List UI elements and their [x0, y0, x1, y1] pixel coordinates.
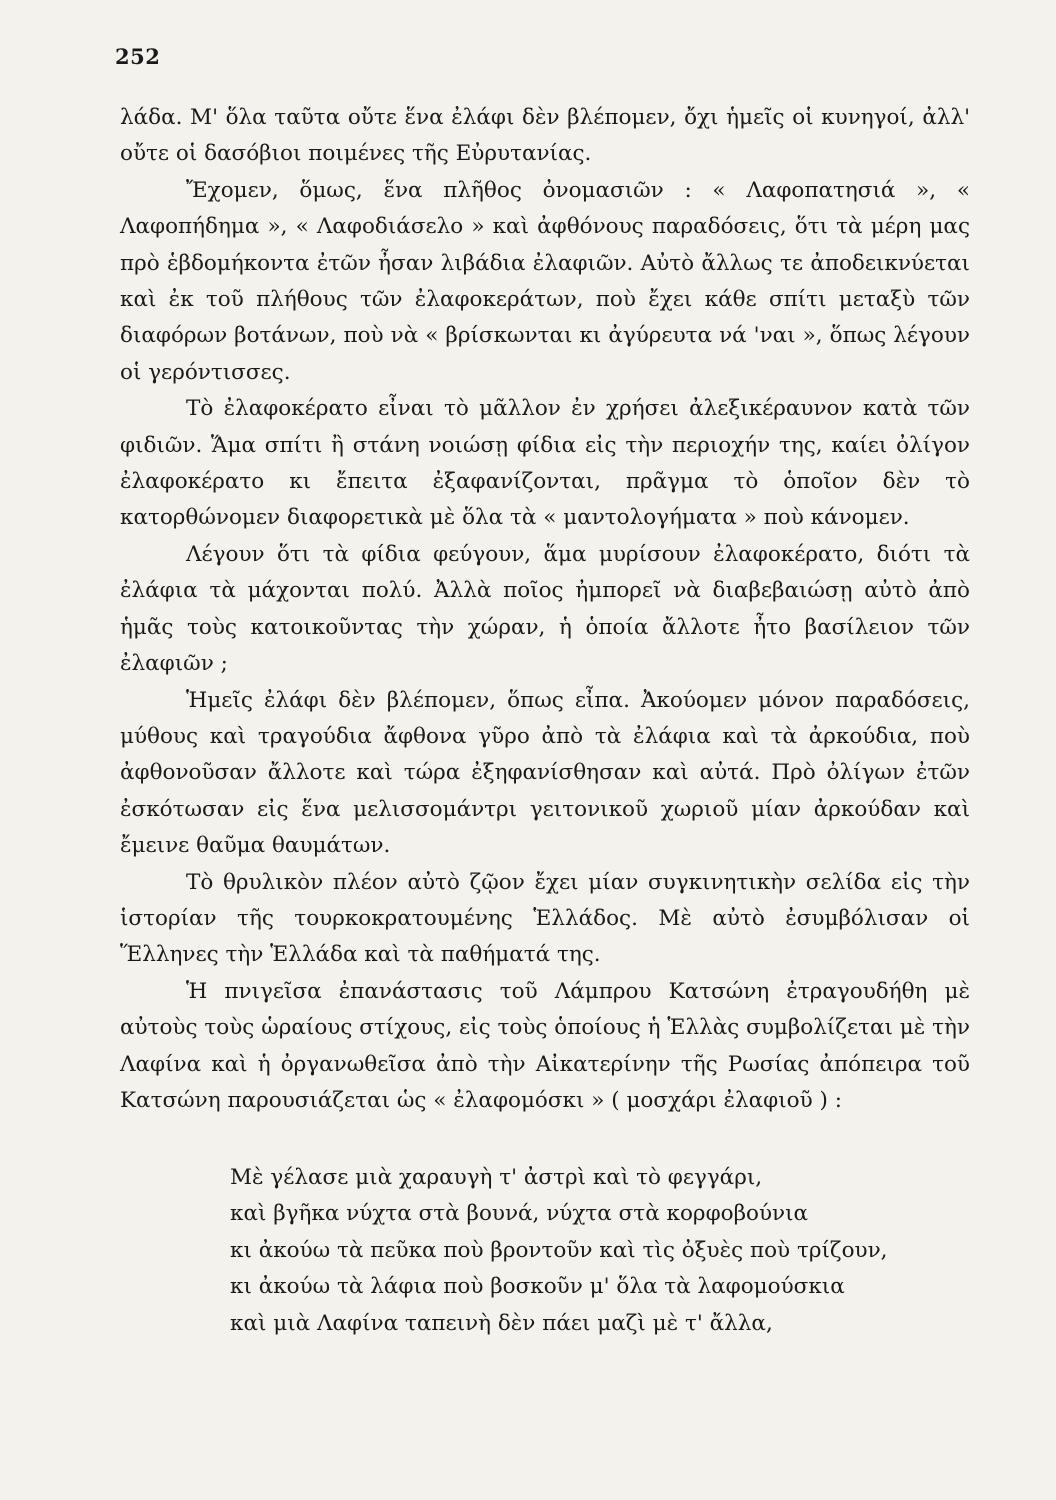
paragraph: λάδα. Μ' ὅλα ταῦτα οὔτε ἕνα ἐλάφι δὲν βλέπομεν, ὄχι ἡμεῖς οἱ κυνηγοί, ἀλλ' οὔτε οἱ δασόβιοι ποιμένες τῆς Εὐρυτανίας.: [120, 105, 970, 167]
poem-line: κι ἀκούω τὰ πεῦκα ποὺ βροντοῦν καὶ τὶς ὀξυὲς ποὺ τρίζουν,: [230, 1237, 888, 1263]
poem-verse: [230, 1160, 970, 1342]
paragraph: Τὸ ἐλαφοκέρατο εἶναι τὸ μᾶλλον ἐν χρήσει ἀλεξικέραυνον κατὰ τῶν φιδιῶν. Ἅμα σπίτι ἢ στάνη νοιώσῃ φίδια εἰς τὴν περιοχήν της, καίει ὀλίγον ἐλαφοκέρατο κι ἔπειτα ἐξαφανίζονται, πρᾶγμα τὸ ὁποῖον δὲν τὸ κατορθώνομεν διαφορετικὰ μὲ ὅλα τὰ « μαντολογήματα » ποὺ κάνομεν.: [120, 396, 970, 531]
poem-line: καὶ μιὰ Λαφίνα ταπεινὴ δὲν πάει μαζὶ μὲ τ' ἄλλα,: [230, 1310, 773, 1336]
paragraph: Τὸ θρυλικὸν πλέον αὐτὸ ζῷον ἔχει μίαν συγκινητικὴν σελίδα εἰς τὴν ἱστορίαν τῆς τουρκοκρατουμένης Ἑλλάδος. Μὲ αὐτὸ ἐσυμβόλισαν οἱ Ἕλληνες τὴν Ἑλλάδα καὶ τὰ παθήματά της.: [120, 869, 970, 968]
paragraph: Λέγουν ὅτι τὰ φίδια φεύγουν, ἅμα μυρίσουν ἐλαφοκέρατο, διότι τὰ ἐλάφια τὰ μάχονται πολύ. Ἀλλὰ ποῖος ἠμπορεῖ νὰ διαβεβαιώσῃ αὐτὸ ἀπὸ ἡμᾶς τοὺς κατοικοῦντας τὴν χώραν, ἡ ὁποία ἄλλοτε ἦτο βασίλειον τῶν ἐλαφιῶν ;: [120, 541, 970, 677]
paragraph: Ἡ πνιγεῖσα ἐπανάστασις τοῦ Λάμπρου Κατσώνη ἐτραγουδήθη μὲ αὐτοὺς τοὺς ὡραίους στίχους, εἰς τοὺς ὁποίους ἡ Ἑλλὰς συμβολίζεται μὲ τὴν Λαφίνα καὶ ἡ ὀργανωθεῖσα ἀπὸ τὴν Αἰκατερίνην τῆς Ρωσίας ἀπόπειρα τοῦ Κατσώνη παρουσιάζεται ὡς « ἐλαφομόσκι » ( μοσχάρι ἐλαφιοῦ ) :: [120, 978, 970, 1113]
paragraph: Ἔχομεν, ὅμως, ἕνα πλῆθος ὀνομασιῶν : « Λαφοπατησιά », « Λαφοπήδημα », « Λαφοδιάσελο » καὶ ἀφθόνους παραδόσεις, ὅτι τὰ μέρη μας πρὸ ἑβδομήκοντα ἐτῶν ἦσαν λιβάδια ἐλαφιῶν. Αὐτὸ ἄλλως τε ἀποδεικνύεται καὶ ἐκ τοῦ πλήθους τῶν ἐλαφοκεράτων, ποὺ ἔχει κάθε σπίτι μεταξὺ τῶν διαφόρων βοτάνων, ποὺ νὰ « βρίσκωνται κι ἀγύρευτα νά 'ναι », ὅπως λέγουν οἱ γερόντισσες.: [120, 177, 970, 385]
paragraph: Ἡμεῖς ἐλάφι δὲν βλέπομεν, ὅπως εἶπα. Ἀκούομεν μόνον παραδόσεις, μύθους καὶ τραγούδια ἄφθονα γῦρο ἀπὸ τὰ ἐλάφια καὶ τὰ ἀρκούδια, ποὺ ἀφθονοῦσαν ἄλλοτε καὶ τώρα ἐξηφανίσθησαν καὶ αὐτά. Πρὸ ὀλίγων ἐτῶν ἐσκότωσαν εἰς ἕνα μελισσομάντρι γειτονικοῦ χωριοῦ μίαν ἀρκούδαν καὶ ἔμεινε θαῦμα θαυμάτων.: [120, 687, 970, 859]
poem-line: Μὲ γέλασε μιὰ χαραυγὴ τ' ἀστρὶ καὶ τὸ φεγγάρι,: [230, 1165, 763, 1190]
page-number: 252: [115, 44, 161, 69]
body-text: [120, 100, 970, 1119]
poem-line: καὶ βγῆκα νύχτα στὰ βουνά, νύχτα στὰ κορφοβούνια: [230, 1201, 809, 1227]
poem-line: κι ἀκούω τὰ λάφια ποὺ βοσκοῦν μ' ὅλα τὰ λαφομούσκια: [230, 1274, 845, 1300]
